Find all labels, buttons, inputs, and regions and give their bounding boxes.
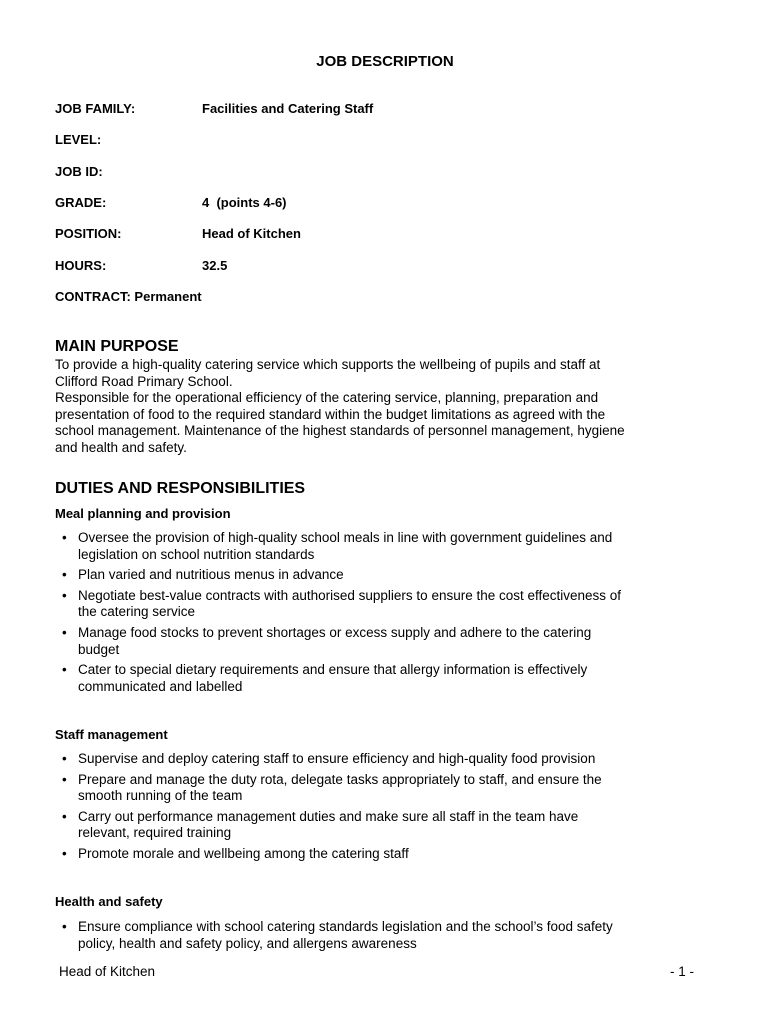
footer-title: Head of Kitchen [59, 964, 156, 979]
bullet-icon: • [62, 919, 67, 934]
paragraph-line: presentation of food to the required standard within the budget limitations as agreed with the [55, 406, 606, 422]
paragraph-line: Responsible for the operational efficiency of the catering service, planning, preparation and [55, 390, 599, 406]
list-item: • Manage food stocks to prevent shortages or excess supply and adhere to the catering budget [62, 624, 592, 657]
list-item: • Carry out performance management duties and make sure all staff in the team have relevant, required training [62, 808, 579, 841]
list-item: • Ensure compliance with school catering standards legislation and the school’s food safety policy, health and safety policy, and allergens awareness [62, 919, 613, 951]
main-purpose-text [55, 357, 715, 457]
main-purpose-heading: MAIN PURPOSE [55, 338, 179, 355]
list-item: • Oversee the provision of high-quality school meals in line with government guidelines and legislation on school nutrition standards [62, 530, 613, 562]
bullet-icon: • [62, 587, 67, 603]
bullet-icon: • [62, 530, 67, 545]
bullet-icon: • [62, 845, 67, 861]
field-label: HOURS: [55, 258, 107, 273]
bullet-icon: • [62, 567, 67, 583]
field-label: JOB FAMILY: [55, 101, 136, 116]
field-job-id [55, 164, 202, 179]
field-position [55, 226, 301, 241]
paragraph-line: and health and safety. [55, 439, 187, 455]
bullet-icon: • [62, 662, 67, 678]
document-title: JOB DESCRIPTION [316, 53, 454, 70]
field-level [55, 132, 202, 147]
contract-field: CONTRACT: Permanent [55, 289, 202, 304]
page-number: - 1 - [669, 964, 694, 979]
bullet-icon: • [62, 624, 67, 640]
list-item: • Negotiate best-value contracts with authorised suppliers to ensure the cost effectiveness of the catering service [62, 587, 622, 620]
list-item: • Promote morale and wellbeing among the catering staff [62, 845, 409, 861]
subsection-meal-planning: Meal planning and provision [55, 506, 231, 521]
meal-planning-list [62, 530, 712, 699]
list-item: • Supervise and deploy catering staff to ensure efficiency and high-quality food provision [62, 751, 596, 766]
paragraph-line: Clifford Road Primary School. [55, 373, 233, 389]
field-label: GRADE: [55, 195, 107, 210]
bullet-icon: • [62, 808, 67, 824]
list-item: • Cater to special dietary requirements and ensure that allergy information is effectively communicated and labelled [62, 662, 588, 694]
paragraph-line: To provide a high-quality catering service which supports the wellbeing of pupils and staff at [55, 357, 601, 372]
field-value: 32.5 [202, 258, 228, 273]
field-label: JOB ID: [55, 164, 103, 179]
list-item: • Plan varied and nutritious menus in advance [62, 567, 344, 583]
field-value: Head of Kitchen [202, 226, 301, 241]
field-grade [55, 195, 287, 210]
list-item: • Prepare and manage the duty rota, delegate tasks appropriately to staff, and ensure the smooth running of the team [62, 771, 602, 804]
field-value: Facilities and Catering Staff [202, 101, 374, 116]
duties-heading: DUTIES AND RESPONSIBILITIES [55, 480, 306, 497]
field-job-family [55, 101, 373, 116]
health-safety-list [62, 919, 712, 956]
field-label: POSITION: [55, 226, 122, 241]
subsection-health-safety: Health and safety [55, 894, 163, 909]
field-value: 4 (points 4-6) [202, 195, 287, 210]
paragraph-line: school management. Maintenance of the highest standards of personnel management, hygiene [55, 423, 625, 439]
subsection-staff-management: Staff management [55, 727, 168, 742]
field-label: LEVEL: [55, 132, 102, 147]
field-hours [55, 258, 227, 273]
staff-management-list [62, 751, 712, 867]
bullet-icon: • [62, 751, 67, 766]
bullet-icon: • [62, 771, 67, 787]
